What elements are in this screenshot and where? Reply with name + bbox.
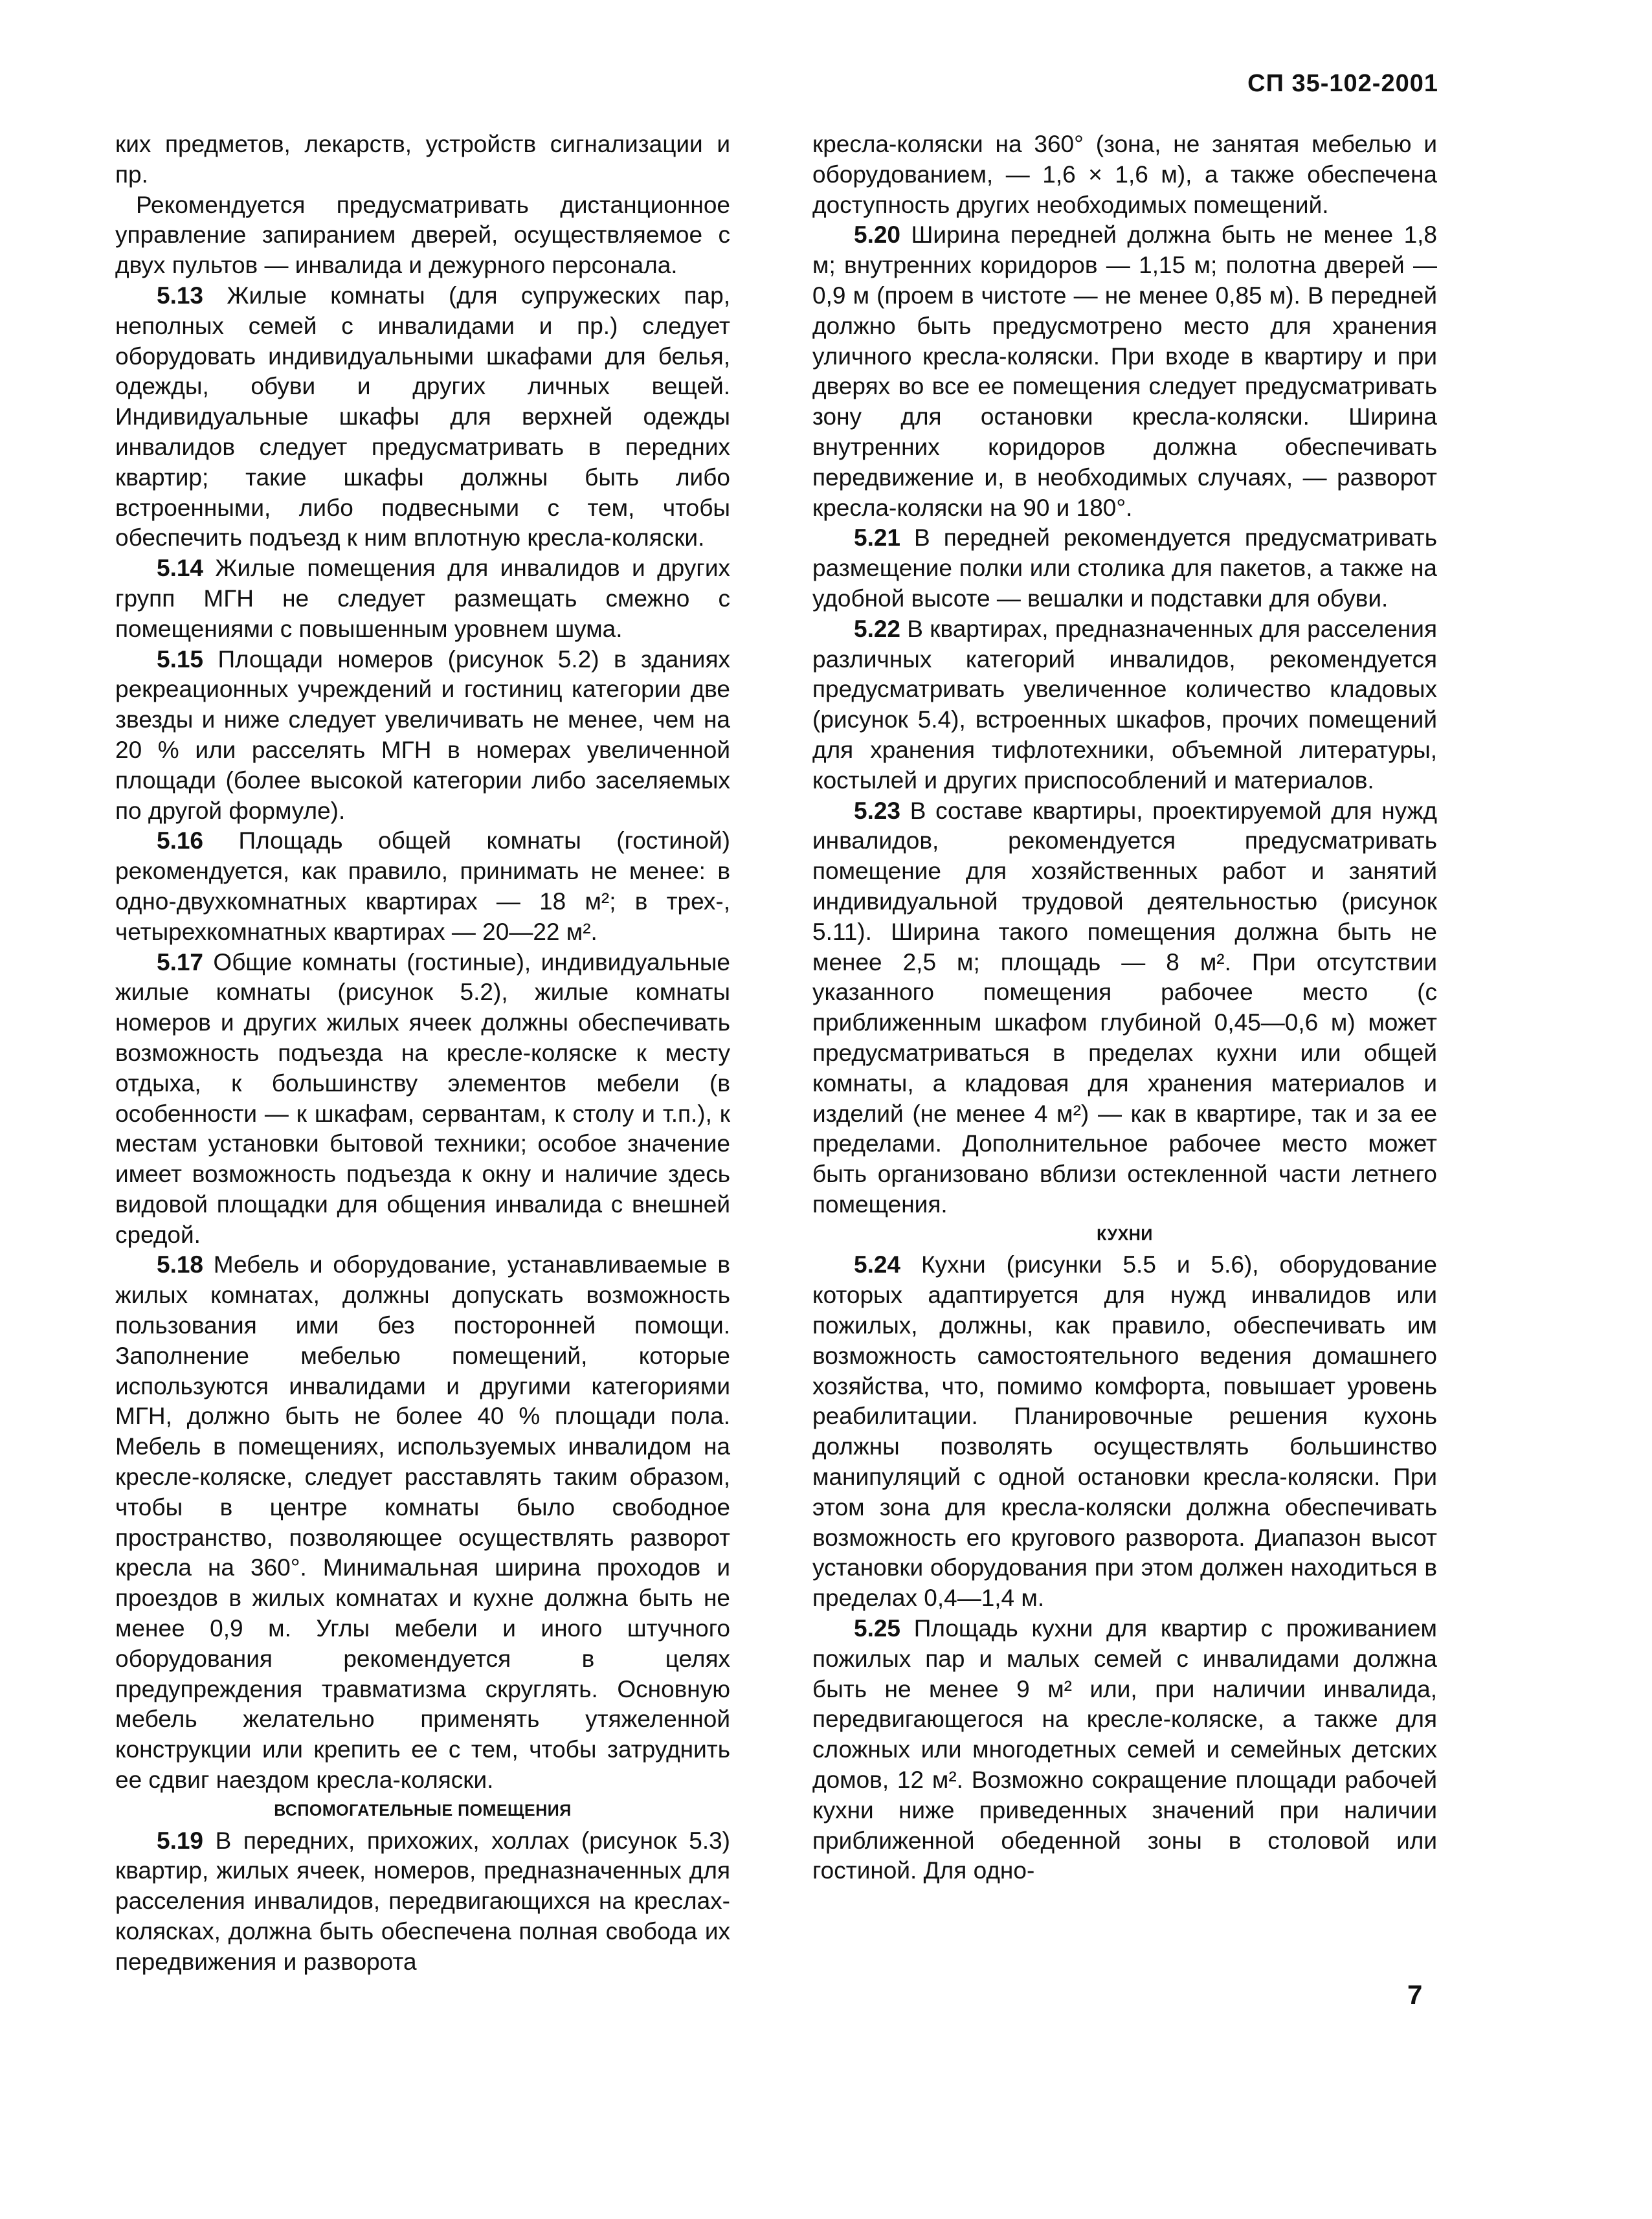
clause-number: 5.15 xyxy=(157,645,204,673)
clause-5-21 xyxy=(812,523,1437,614)
section-heading-kitchens: КУХНИ xyxy=(1097,1225,1153,1244)
paragraph-continuation: кресла-коляски на 360° (зона, не занятая мебелью и оборудованием, — 1,6 × 1,6 м), а также обеспечена доступность других необходимых помещений. xyxy=(812,131,1437,218)
clause-text: Жилые помещения для инвалидов и других групп МГН не следует размещать смежно с помещениями с повышенным уровнем шума. xyxy=(115,555,730,642)
clause-5-18 xyxy=(115,1250,730,1795)
clause-number: 5.19 xyxy=(157,1827,204,1854)
clause-number: 5.16 xyxy=(157,827,204,854)
clause-5-13 xyxy=(115,281,730,553)
clause-number: 5.20 xyxy=(854,221,901,249)
clause-text: В передней рекомендуется предусматривать размещение полки или столика для пакетов, а также на удобной высоте — вешалки и подставки для обуви. xyxy=(812,524,1437,612)
clause-text: Площади номеров (рисунок 5.2) в зданиях рекреационных учреждений и гостиниц категории две звезды и ниже следует увеличивать не менее, чем на 20 % или расселять МГН в номерах увеличенной площади (более высокой категории либо заселяемых по другой формуле). xyxy=(115,645,730,824)
clause-text: В передних, прихожих, холлах (рисунок 5.3) квартир, жилых ячеек, номеров, предназначенных для расселения инвалидов, передвигающихся на креслах-колясках, должна быть обеспечена полная свобода их передвижения и разворота xyxy=(115,1827,730,1975)
clause-5-20 xyxy=(812,220,1437,523)
clause-number: 5.25 xyxy=(854,1615,901,1642)
clause-5-17 xyxy=(115,948,730,1251)
clause-text: Кухни (рисунки 5.5 и 5.6), оборудование которых адаптируется для нужд инвалидов или пожилых, должны, как правило, обеспечивать им возможность самостоятельного ведения домашнего хозяйства, что, помимо комфорта, повышает уровень реабилитации. Планировочные решения кухонь должны позволять осуществлять большинство манипуляций с одной остановки кресла-коляски. При этом зона для кресла-коляски должна обеспечивать возможность его кругового разворота. Диапазон высот установки оборудования при этом должен находиться в пределах 0,4—1,4 м. xyxy=(812,1251,1437,1612)
paragraph-remote-locking: Рекомендуется предусматривать дистанционное управление запиранием дверей, осуществляемое с двух пультов — инвалида и дежурного персонала. xyxy=(115,191,730,279)
clause-number: 5.17 xyxy=(157,948,204,976)
clause-number: 5.14 xyxy=(157,555,204,582)
clause-number: 5.21 xyxy=(854,524,901,552)
clause-number: 5.23 xyxy=(854,797,901,824)
clause-text: Площадь общей комнаты (гостиной) рекомендуется, как правило, принимать не менее: в одно-двухкомнатных квартирах — 18 м²; в трех-, четырехкомнатных квартирах — 20—22 м². xyxy=(115,827,730,945)
page-number: 7 xyxy=(1407,1979,1423,2010)
clause-5-25 xyxy=(812,1614,1437,1886)
clause-5-23 xyxy=(812,796,1437,1220)
clause-number: 5.22 xyxy=(854,615,901,642)
clause-5-15 xyxy=(115,645,730,827)
document-code: СП 35-102-2001 xyxy=(1247,70,1438,97)
clause-text: Жилые комнаты (для супружеских пар, неполных семей с инвалидами и пр.) следует оборудовать индивидуальными шкафами для белья, одежды, обуви и других личных вещей. Индивидуальные шкафы для верхней одежды инвалидов следует предусматривать в передних квартир; такие шкафы должны быть либо встроенными, либо подвесными с тем, чтобы обеспечить подъезд к ним вплотную кресла-коляски. xyxy=(115,282,730,552)
clause-number: 5.18 xyxy=(157,1251,204,1278)
left-column xyxy=(115,129,730,1978)
paragraph-continuation: ких предметов, лекарств, устройств сигнализации и пр. xyxy=(115,131,730,188)
section-heading-auxiliary-rooms: ВСПОМОГАТЕЛЬНЫЕ ПОМЕЩЕНИЯ xyxy=(274,1801,572,1820)
clause-5-16 xyxy=(115,826,730,947)
clause-number: 5.13 xyxy=(157,282,204,309)
clause-5-19 xyxy=(115,1826,730,1978)
clause-text: В составе квартиры, проектируемой для нужд инвалидов, рекомендуется предусматривать помещение для хозяйственных работ и занятий индивидуальной трудовой деятельностью (рисунок 5.11). Ширина такого помещения должна быть не менее 2,5 м; площадь — 8 м². При отсутствии указанного помещения рабочее место (с приближенным шкафом глубиной 0,45—0,6 м) может предусматриваться в пределах кухни или общей комнаты, а кладовая для хранения материалов и изделий (не менее 4 м²) — как в квартире, так и за ее пределами. Дополнительное рабочее место может быть организовано вблизи остекленной части летнего помещения. xyxy=(812,797,1437,1218)
clause-5-14 xyxy=(115,553,730,644)
clause-text: Мебель и оборудование, устанавливаемые в жилых комнатах, должны допускать возможность пользования ими без посторонней помощи. Заполнение мебелью помещений, которые используются инвалидами и другими категориями МГН, должно быть не более 40 % площади пола. Мебель в помещениях, используемых инвалидом на кресле-коляске, следует расставлять таким образом, чтобы в центре комнаты было свободное пространство, позволяющее осуществлять разворот кресла на 360°. Минимальная ширина проходов и проездов в жилых комнатах и кухне должна быть не менее 0,9 м. Углы мебели и иного штучного оборудования рекомендуется в целях предупреждения травматизма скруглять. Основную мебель желательно применять утяжеленной конструкции или крепить ее с тем, чтобы затруднить ее сдвиг наездом кресла-коляски. xyxy=(115,1251,730,1794)
clause-text: В квартирах, предназначенных для расселения различных категорий инвалидов, рекомендуется предусматривать увеличенное количество кладовых (рисунок 5.4), встроенных шкафов, прочих помещений для хранения тифлотехники, объемной литературы, костылей и других приспособлений и материалов. xyxy=(812,615,1437,794)
clause-number: 5.24 xyxy=(854,1251,901,1278)
clause-text: Ширина передней должна быть не менее 1,8 м; внутренних коридоров — 1,15 м; полотна дверей — 0,9 м (проем в чистоте — не менее 0,85 м). В передней должно быть предусмотрено место для хранения уличного кресла-коляски. При входе в квартиру и при дверях во все ее помещения следует предусматривать зону для остановки кресла-коляски. Ширина внутренних коридоров должна обеспечивать передвижение и, в необходимых случаях, — разворот кресла-коляски на 90 и 180°. xyxy=(812,221,1437,521)
right-column xyxy=(812,129,1437,1886)
clause-5-24 xyxy=(812,1250,1437,1614)
clause-text: Площадь кухни для квартир с проживанием пожилых пар и малых семей с инвалидами должна быть не менее 9 м² или, при наличии инвалида, передвигающегося на кресле-коляске, а также для сложных или многодетных семей и семейных детских домов, 12 м². Возможно сокращение площади рабочей кухни ниже приведенных значений при наличии приближенной обеденной зоны в столовой или гостиной. Для одно- xyxy=(812,1615,1437,1884)
clause-text: Общие комнаты (гостиные), индивидуальные жилые комнаты (рисунок 5.2), жилые комнаты номеров и других жилых ячеек должны обеспечивать возможность подъезда на кресле-коляске к месту отдыха, к большинству элементов мебели (в особенности — к шкафам, сервантам, к столу и т.п.), к местам установки бытовой техники; особое значение имеет возможность подъезда к окну и наличие здесь видовой площадки для общения инвалида с внешней средой. xyxy=(115,948,730,1248)
clause-5-22 xyxy=(812,614,1437,796)
